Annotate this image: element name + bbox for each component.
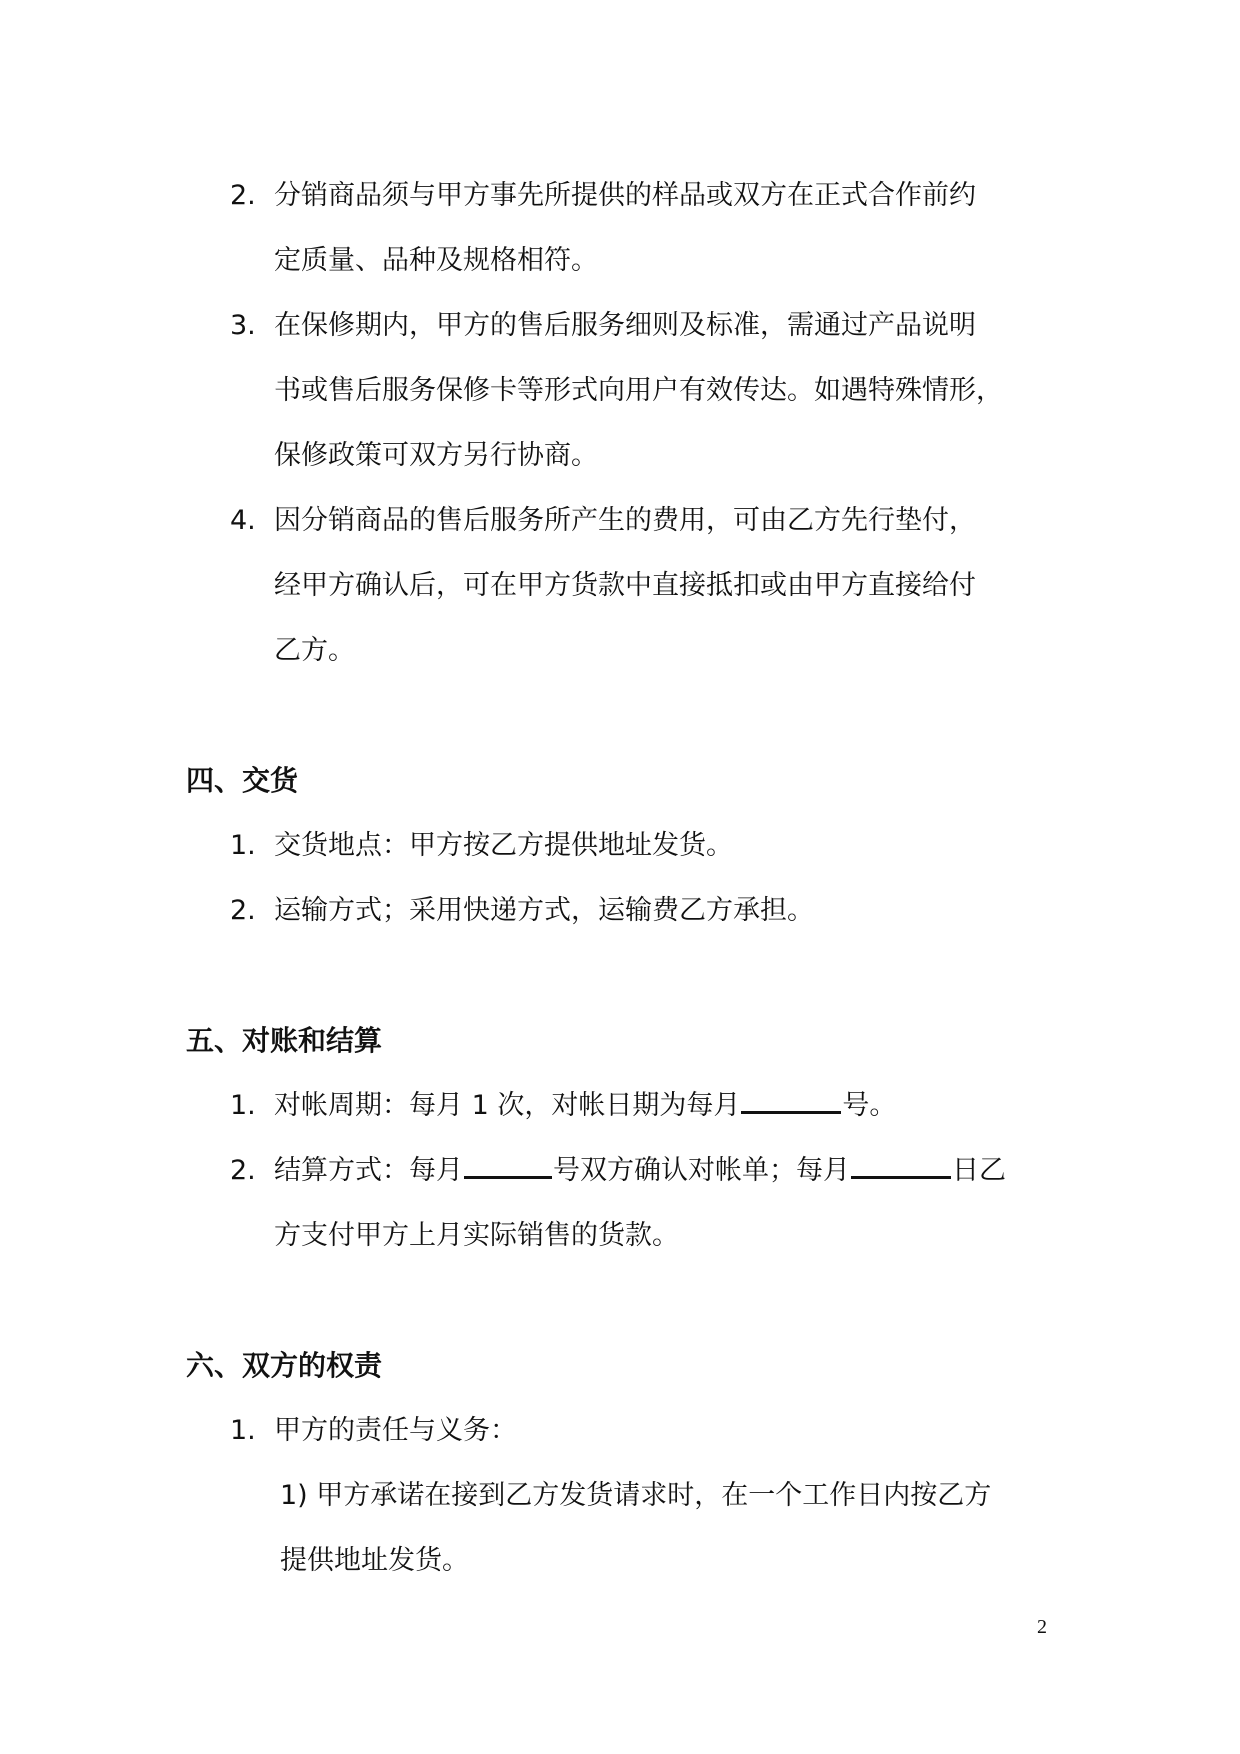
confirm-day-blank	[464, 1156, 552, 1179]
s5-item-2-line-1	[274, 1138, 1006, 1203]
section-6-heading: 六、双方的权责	[186, 1349, 383, 1382]
s4-item-2-number: 2.	[230, 895, 256, 926]
s6-sub-1-line-1: 1) 甲方承诺在接到乙方发货请求时，在一个工作日内按乙方	[280, 1480, 992, 1511]
s6-item-1-text: 甲方的责任与义务：	[274, 1415, 517, 1446]
s4-item-2-text: 运输方式；采用快递方式，运输费乙方承担。	[274, 895, 814, 926]
s4-item-1-text: 交货地点：甲方按乙方提供地址发货。	[274, 830, 733, 861]
payment-day-blank	[851, 1156, 951, 1179]
s3-item-4-line-3: 乙方。	[274, 635, 355, 666]
s5-item-2-part-3: 日乙	[952, 1155, 1006, 1186]
s3-item-3-line-3: 保修政策可双方另行协商。	[274, 440, 598, 471]
s5-item-2-line-2: 方支付甲方上月实际销售的货款。	[274, 1220, 679, 1251]
s3-item-2-line-2: 定质量、品种及规格相符。	[274, 245, 598, 276]
s3-item-3-line-2: 书或售后服务保修卡等形式向用户有效传达。如遇特殊情形，	[274, 375, 1003, 406]
s3-item-4-number: 4.	[230, 505, 256, 536]
billing-day-blank	[741, 1091, 841, 1114]
s5-item-2-part-1: 结算方式：每月	[274, 1155, 463, 1186]
s5-item-2-number: 2.	[230, 1155, 256, 1186]
section-5-heading: 五、对账和结算	[186, 1024, 383, 1057]
s6-sub-1-line-2: 提供地址发货。	[280, 1545, 469, 1576]
s4-item-1-number: 1.	[230, 830, 256, 861]
s5-item-2-part-2: 号双方确认对帐单；每月	[553, 1155, 850, 1186]
s3-item-2-line-1: 分销商品须与甲方事先所提供的样品或双方在正式合作前约	[274, 180, 976, 211]
s5-item-1-number: 1.	[230, 1090, 256, 1121]
page-number: 2	[1037, 1616, 1047, 1638]
s6-item-1-number: 1.	[230, 1415, 256, 1446]
s3-item-4-line-2: 经甲方确认后，可在甲方货款中直接抵扣或由甲方直接给付	[274, 570, 976, 601]
s3-item-3-number: 3.	[230, 310, 256, 341]
s5-item-1-line	[274, 1073, 896, 1138]
s5-item-1-text-before: 对帐周期：每月 1 次，对帐日期为每月	[274, 1090, 741, 1121]
s3-item-2-number: 2.	[230, 180, 256, 211]
s5-item-1-text-after: 号。	[842, 1090, 897, 1121]
s3-item-3-line-1: 在保修期内，甲方的售后服务细则及标准，需通过产品说明	[274, 310, 976, 341]
s3-item-4-line-1: 因分销商品的售后服务所产生的费用，可由乙方先行垫付，	[274, 505, 976, 536]
section-4-heading: 四、交货	[186, 764, 299, 797]
